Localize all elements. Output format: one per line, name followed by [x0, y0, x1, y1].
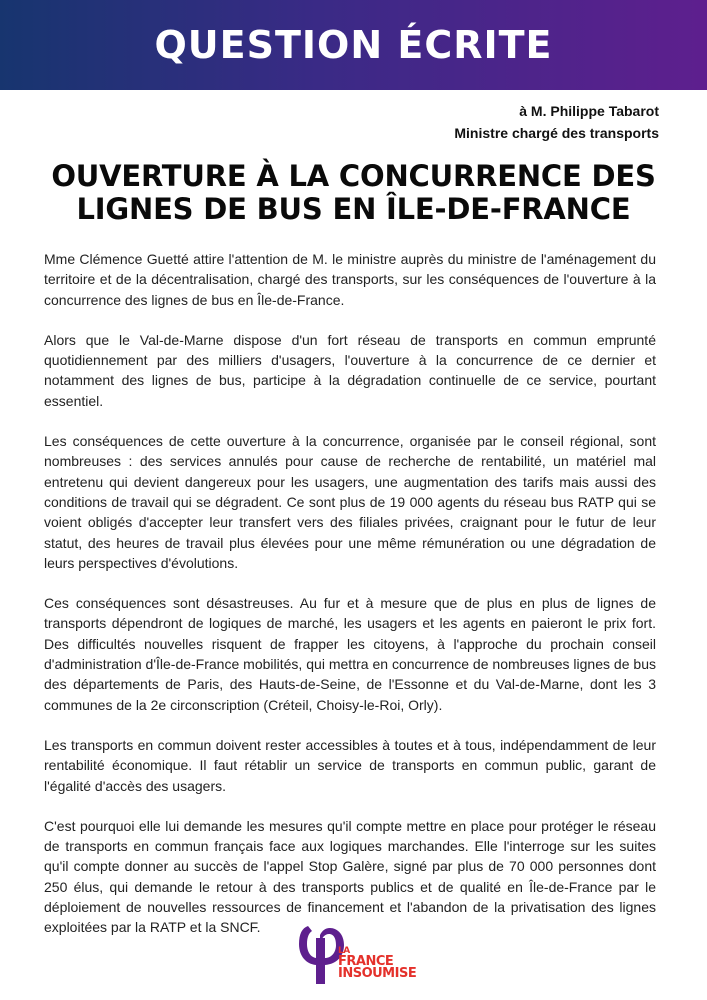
logo-word-france: FRANCE: [338, 954, 394, 969]
la-france-insoumise-logo: [294, 920, 417, 990]
recipient-title: Ministre chargé des transports: [454, 125, 659, 141]
paragraph: Les conséquences de cette ouverture à la concurrence, organisée par le conseil régional, sont nombreuses : des services annulés pour cause de recherche de rentabilité, un matériel mal entretenu qui devient dangereux pour les usagers, une augmentation des tarifs mais aussi des conditions de travail qui se dégradent. Ce sont plus de 19 000 agents du réseau bus RATP qui se voient obligés d'accepter leur transfert vers des filiales privées, craignant pour le futur de leur statut, des heures de travail plus élevées pour une même rémunération ou une dégradation de leurs perspectives d'évolutions.: [44, 433, 656, 571]
paragraph: Ces conséquences sont désastreuses. Au fur et à mesure que de plus en plus de lignes de transports dépendront de logiques de marché, les usagers et les agents en paieront le prix fort. Des difficultés nouvelles risquent de frapper les citoyens, à l'approche du prochain conseil d'administration d'Île-de-France mobilités, qui mettra en concurrence de nombreuses lignes de bus des départements de Paris, des Hauts-de-Seine, de l'Essonne et du Val-de-Marne, dont les 3 communes de la 2e circonscription (Créteil, Choisy-le-Roi, Orly).: [44, 595, 656, 713]
header-banner: [0, 0, 707, 90]
logo-wordmark: [338, 946, 416, 980]
headline-line-1: OUVERTURE À LA CONCURRENCE DES: [51, 159, 656, 193]
question-headline: [0, 160, 707, 226]
paragraph: Mme Clémence Guetté attire l'attention de M. le ministre auprès du ministre de l'aménagement du territoire et de la décentralisation, chargé des transports, sur les conséquences de l'ouverture à la concurrence des lignes de bus en Île-de-France.: [44, 251, 656, 308]
recipient-block: [454, 100, 659, 144]
recipient-name: à M. Philippe Tabarot: [519, 103, 659, 119]
paragraph: Les transports en commun doivent rester accessibles à toutes et à tous, indépendamment de leur rentabilité économique. Il faut rétablir un service de transports en commun public, garant de l'égalité d'accès des usagers.: [44, 736, 656, 794]
document-type-title: QUESTION ÉCRITE: [154, 23, 553, 67]
paragraph: Alors que le Val-de-Marne dispose d'un fort réseau de transports en commun emprunté quotidiennement par des milliers d'usagers, l'ouverture à la concurrence de ce dernier et notamment des lignes de bus, participe à la dégradation continuelle de ce service, pourtant essentiel.: [44, 331, 656, 409]
headline-line-2: LIGNES DE BUS EN ÎLE-DE-FRANCE: [76, 192, 631, 226]
paragraph: C'est pourquoi elle lui demande les mesures qu'il compte mettre en place pour protéger le réseau de transports en commun français face aux logiques marchandes. Elle l'interroge sur les suites qu'il compte donner au succès de l'appel Stop Galère, signé par plus de 70 000 personnes dont 250 élus, qui demande le retour à des transports publics et de qualité en Île-de-France par le déploiement de nouvelles ressources de financement et l'abandon de la privatisation des lignes exploitées par la RATP et la SNCF.: [44, 817, 656, 936]
logo-word-la: LA: [338, 946, 350, 956]
question-body: [44, 249, 656, 958]
logo-word-insoumise: INSOUMISE: [338, 966, 417, 981]
